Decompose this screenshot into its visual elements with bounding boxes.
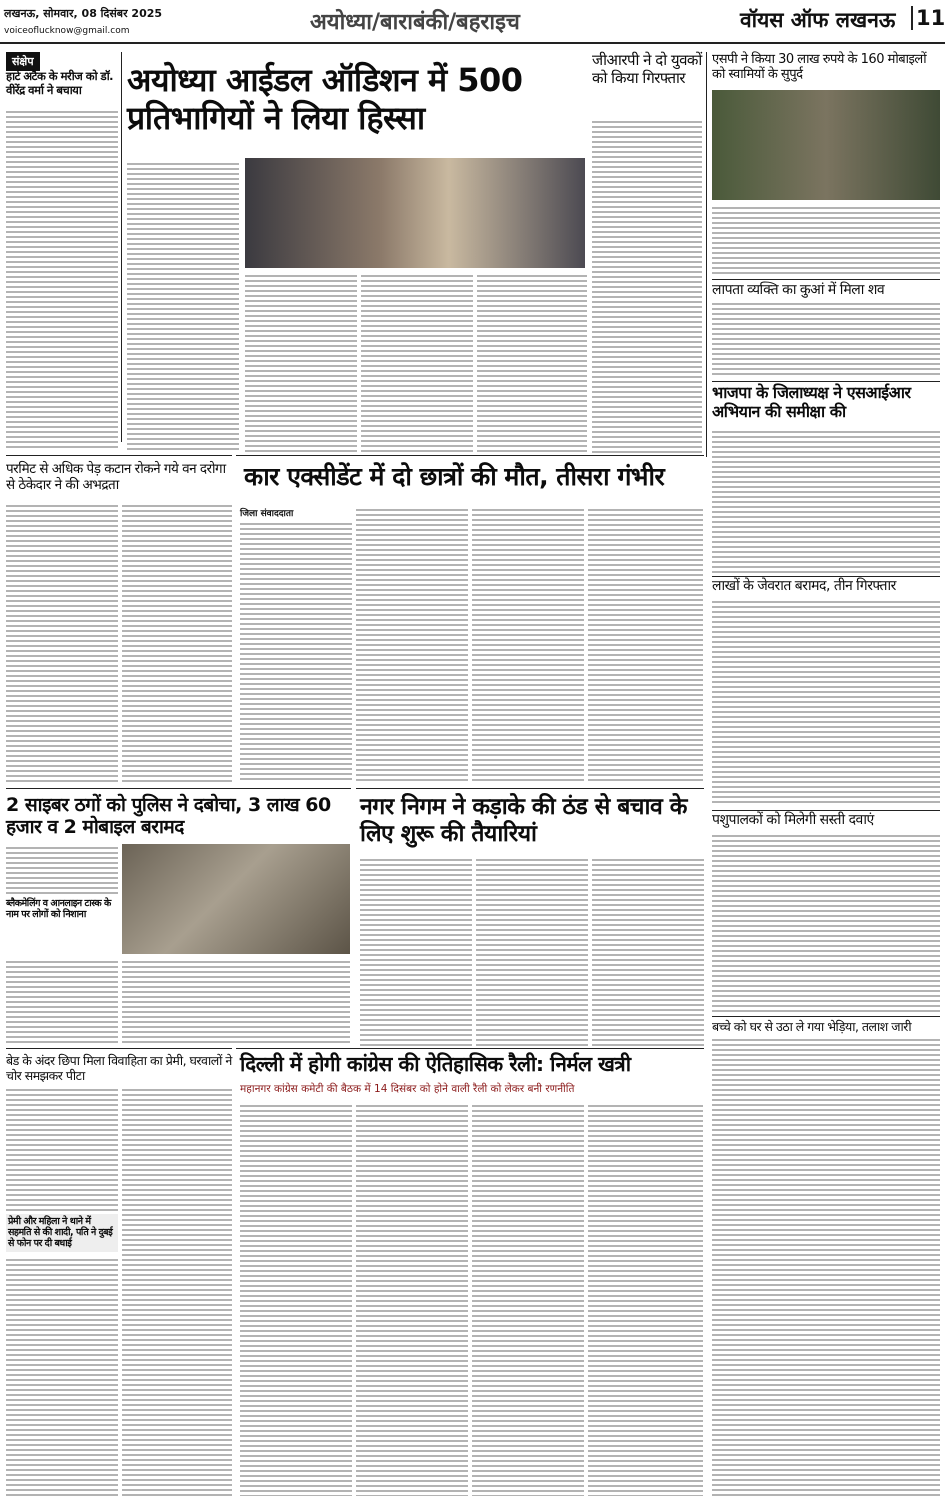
cyber-arrest-photo — [122, 844, 350, 954]
wolf-attack-body — [712, 1036, 940, 1496]
section-rule — [6, 788, 351, 789]
grp-body — [592, 118, 702, 454]
section-rule — [236, 455, 704, 456]
brief-heart-attack-headline: हार्ट अटैक के मरीज को डॉ. वीरेंद्र वर्मा ने बचाया — [6, 69, 114, 97]
accident-headline: कार एक्सीडेंट में दो छात्रों की मौत, तीसरा गंभीर — [244, 462, 665, 491]
wolf-attack-headline: बच्चे को घर से उठा ले गया भेड़िया, तलाश जारी — [712, 1019, 912, 1034]
audition-headline: अयोध्या आईडल ऑडिशन में 500 प्रतिभागियों ने लिया हिस्सा — [127, 61, 523, 137]
congress-body-2 — [356, 1102, 468, 1496]
audition-body — [127, 160, 239, 452]
section-rule — [712, 381, 940, 382]
accident-body-2 — [356, 506, 468, 782]
column-divider — [706, 52, 707, 457]
congress-subheadline: महानगर कांग्रेस कमेटी की बैठक में 14 दिसंबर को होने वाली रैली को लेकर बनी रणनीति — [240, 1083, 575, 1095]
bed-subheadline: प्रेमी और महिला ने थाने में सहमति से की शादी, पति ने दुबई से फोन पर दी बधाई — [6, 1214, 118, 1252]
vet-medicine-body — [712, 832, 940, 1012]
forest-body-2 — [122, 502, 232, 782]
accident-body — [240, 520, 352, 782]
missing-person-headline: लापता व्यक्ति का कुआं में मिला शव — [712, 282, 885, 298]
nagar-nigam-headline: नगर निगम ने कड़ाके की ठंड से बचाव के लिए शुरू की तैयारियां — [360, 794, 687, 848]
jewellery-body — [712, 598, 940, 804]
accident-byline: जिला संवाददाता — [240, 509, 294, 519]
accident-body-4 — [588, 506, 703, 782]
page-number: 11 — [911, 6, 945, 30]
jewellery-headline: लाखों के जेवरात बरामद, तीन गिरफ्तार — [712, 578, 896, 594]
vet-medicine-headline: पशुपालकों को मिलेगी सस्ती दवाएं — [712, 812, 874, 828]
mobile-recovery-headline: एसपी ने किया 30 लाख रुपये के 160 मोबाइलों को स्वामियों के सुपुर्द — [712, 52, 927, 83]
mobile-recovery-photo — [712, 90, 940, 200]
column-divider — [121, 52, 122, 442]
cyber-headline: 2 साइबर ठगों को पुलिस ने दबोचा, 3 लाख 60 हजार व 2 मोबाइल बरामद — [6, 794, 331, 839]
bed-headline: बेड के अंदर छिपा मिला विवाहिता का प्रेमी, घरवालों ने चोर समझकर पीटा — [6, 1053, 232, 1083]
section-rule — [712, 279, 940, 280]
audition-body-3 — [361, 272, 473, 452]
audition-body-4 — [477, 272, 587, 452]
bjp-review-body — [712, 428, 940, 573]
nagar-body-3 — [592, 856, 704, 1046]
section-rule — [6, 455, 232, 456]
nagar-body-2 — [476, 856, 588, 1046]
nagar-body — [360, 856, 472, 1046]
audition-body-2 — [245, 272, 357, 452]
mobile-recovery-body — [712, 204, 940, 276]
forest-body — [6, 502, 118, 782]
missing-person-body — [712, 300, 940, 378]
brief-heart-attack-body — [6, 108, 118, 448]
section-rule — [356, 788, 704, 789]
congress-headline: दिल्ली में होगी कांग्रेस की ऐतिहासिक रैली: निर्मल खत्री — [240, 1052, 631, 1076]
brief-tag: संक्षेप — [6, 52, 40, 71]
brand-name: वॉयस ऑफ लखनऊ — [740, 8, 896, 32]
congress-body — [240, 1102, 352, 1496]
congress-body-4 — [588, 1102, 703, 1496]
grp-headline: जीआरपी ने दो युवकों को किया गिरफ्तार — [592, 51, 702, 87]
section-rule — [236, 1048, 704, 1049]
section-rule — [6, 1048, 232, 1049]
cyber-subheadline: ब्लैकमेलिंग व आनलाइन टास्क के नाम पर लोगों को निशाना — [6, 898, 111, 921]
forest-headline: परमिट से अधिक पेड़ कटान रोकने गये वन दरोगा से ठेकेदार ने की अभद्रता — [6, 461, 226, 493]
bjp-review-headline: भाजपा के जिलाध्यक्ष ने एसआईआर अभियान की समीक्षा की — [712, 383, 911, 421]
congress-body-3 — [472, 1102, 584, 1496]
accident-body-3 — [472, 506, 584, 782]
section-rule — [712, 1016, 940, 1017]
bed-body — [6, 1086, 118, 1211]
bed-body-2 — [6, 1256, 118, 1496]
bed-body-3 — [122, 1086, 232, 1496]
section-rule — [712, 576, 940, 577]
audition-group-photo — [245, 158, 585, 268]
section-title: अयोध्या/बाराबंकी/बहराइच — [310, 10, 520, 35]
masthead — [0, 0, 945, 44]
cyber-body — [6, 844, 118, 894]
issue-date: लखनऊ, सोमवार, 08 दिसंबर 2025 — [4, 7, 163, 20]
section-rule — [712, 810, 940, 811]
cyber-body-2 — [6, 958, 118, 1046]
cyber-body-3 — [122, 958, 350, 1046]
contact-email: voiceoflucknow@gmail.com — [4, 26, 130, 36]
